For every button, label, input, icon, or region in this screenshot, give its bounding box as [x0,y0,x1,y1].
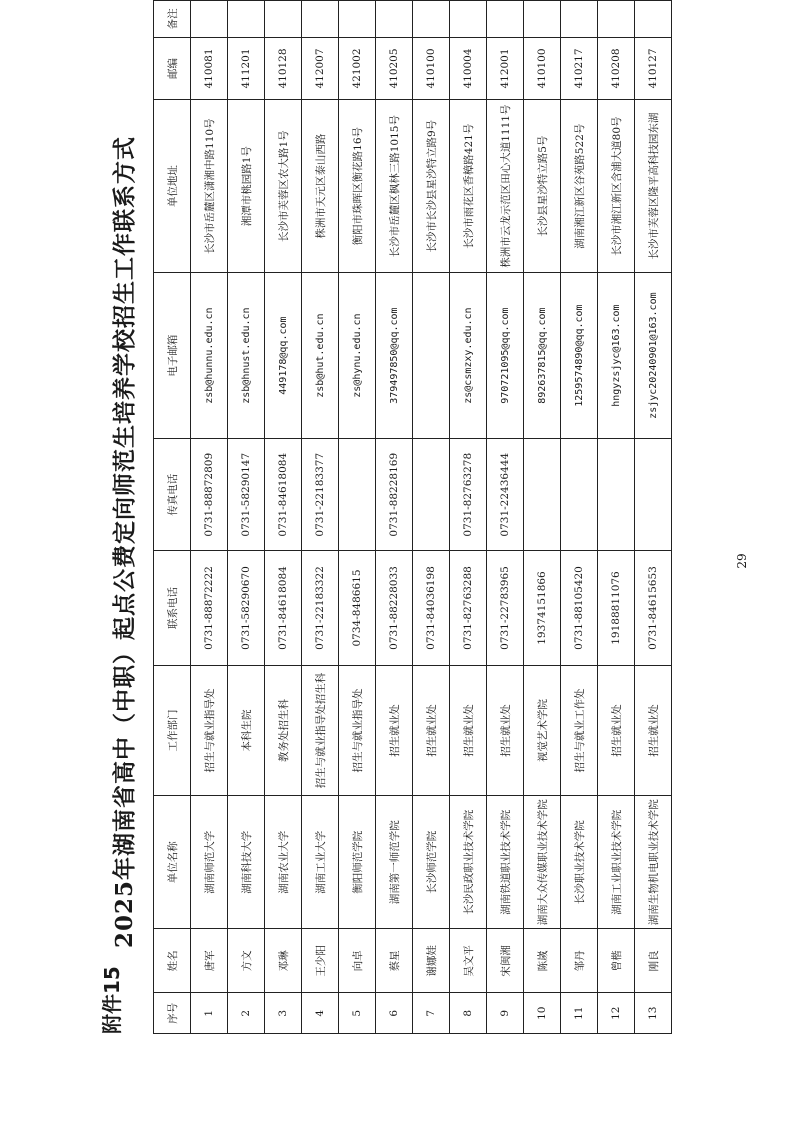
cell-seq: 12 [598,993,635,1034]
contact-table-wrapper [153,0,672,1034]
cell-tel: 0731-88105420 [561,551,598,665]
cell-note [450,1,487,38]
table-row [376,1,413,1034]
cell-zip: 410100 [524,37,561,99]
cell-zip: 410208 [598,37,635,99]
cell-note [228,1,265,38]
cell-zip: 410004 [450,37,487,99]
cell-addr: 株洲市云龙示范区田心大道1111号 [487,100,524,273]
cell-fax: 0731-22183377 [302,439,339,551]
table-header-row [154,1,191,1034]
header-tel: 联系电话 [154,551,191,665]
cell-seq: 7 [413,993,450,1034]
cell-dept: 招生就业处 [635,665,672,796]
cell-unit: 湖南第一师范学院 [376,796,413,929]
cell-tel: 0731-84615653 [635,551,672,665]
cell-seq: 11 [561,993,598,1034]
cell-note [339,1,376,38]
cell-fax [635,439,672,551]
cell-unit: 湖南科技大学 [228,796,265,929]
cell-seq: 1 [191,993,228,1034]
cell-email: zsb@hunnu.edu.cn [191,273,228,439]
cell-unit: 湖南生物机电职业技术学院 [635,796,672,929]
contact-table [153,0,672,1034]
cell-email: zs@hynu.edu.cn [339,273,376,439]
cell-zip: 412001 [487,37,524,99]
cell-fax: 0731-88228169 [376,439,413,551]
cell-seq: 10 [524,993,561,1034]
cell-zip: 412007 [302,37,339,99]
header-dept: 工作部门 [154,665,191,796]
table-row [228,1,265,1034]
cell-name: 吴文平 [450,929,487,993]
cell-note [191,1,228,38]
cell-unit: 衡阳师范学院 [339,796,376,929]
cell-tel: 0731-22783965 [487,551,524,665]
cell-zip: 410081 [191,37,228,99]
cell-name: 宋闽湘 [487,929,524,993]
cell-dept: 本科生院 [228,665,265,796]
cell-name: 方文 [228,929,265,993]
cell-addr: 株洲市天元区泰山西路 [302,100,339,273]
cell-tel: 0731-88872222 [191,551,228,665]
cell-unit: 湖南工业职业技术学院 [598,796,635,929]
cell-name: 向卓 [339,929,376,993]
cell-email: zsjyc20240901@163.com [635,273,672,439]
cell-fax [339,439,376,551]
cell-note [524,1,561,38]
cell-dept: 招生就业处 [413,665,450,796]
cell-tel: 0731-84036198 [413,551,450,665]
cell-dept: 教务处招生科 [265,665,302,796]
cell-tel: 19374151866 [524,551,561,665]
cell-zip: 410205 [376,37,413,99]
cell-seq: 4 [302,993,339,1034]
header-zip: 邮编 [154,37,191,99]
table-row [487,1,524,1034]
cell-note [265,1,302,38]
cell-zip: 410127 [635,37,672,99]
cell-name: 刚良 [635,929,672,993]
cell-email: 1259574890@qq.com [561,273,598,439]
cell-zip: 421002 [339,37,376,99]
cell-tel: 0731-58290670 [228,551,265,665]
cell-addr: 长沙市长沙县星沙特立路9号 [413,100,450,273]
cell-dept: 招生就业处 [450,665,487,796]
cell-name: 陈嵗 [524,929,561,993]
header-note: 备注 [154,1,191,38]
cell-dept: 招生与就业指导处 [191,665,228,796]
cell-unit: 长沙师范学院 [413,796,450,929]
cell-email [413,273,450,439]
table-row [191,1,228,1034]
cell-tel: 0731-22183322 [302,551,339,665]
cell-dept: 视觉艺术学院 [524,665,561,796]
cell-fax: 0731-84618084 [265,439,302,551]
cell-unit: 湖南师范大学 [191,796,228,929]
cell-dept: 招生与就业指导处 [339,665,376,796]
cell-seq: 13 [635,993,672,1034]
cell-email: 449178@qq.com [265,273,302,439]
header-addr: 单位地址 [154,100,191,273]
cell-fax [413,439,450,551]
cell-addr: 长沙市湘江新区含浦大道80号 [598,100,635,273]
cell-dept: 招生就业处 [487,665,524,796]
cell-name: 曾楷 [598,929,635,993]
header-name: 姓名 [154,929,191,993]
cell-tel: 0731-82763288 [450,551,487,665]
cell-name: 蔡星 [376,929,413,993]
cell-email: zs@csmzxy.edu.cn [450,273,487,439]
cell-zip: 411201 [228,37,265,99]
cell-addr: 长沙市岳麓区潇湘中路110号 [191,100,228,273]
cell-seq: 9 [487,993,524,1034]
cell-email: zsb@hut.edu.cn [302,273,339,439]
table-row [339,1,376,1034]
cell-note [302,1,339,38]
header-seq: 序号 [154,993,191,1034]
cell-seq: 2 [228,993,265,1034]
cell-fax [598,439,635,551]
header-fax: 传真电话 [154,439,191,551]
table-row [524,1,561,1034]
cell-email: 970721095@qq.com [487,273,524,439]
cell-dept: 招生就业处 [376,665,413,796]
cell-note [376,1,413,38]
cell-note [487,1,524,38]
cell-email: 892637815@qq.com [524,273,561,439]
cell-unit: 长沙职业技术学院 [561,796,598,929]
cell-dept: 招生就业处 [598,665,635,796]
table-row [635,1,672,1034]
cell-seq: 8 [450,993,487,1034]
cell-note [561,1,598,38]
attachment-label: 附件15 [100,966,124,1034]
cell-email: hngyzsjyc@163.com [598,273,635,439]
cell-zip: 410128 [265,37,302,99]
cell-unit: 湖南农业大学 [265,796,302,929]
page-number: 29 [735,553,749,569]
table-row [598,1,635,1034]
cell-unit: 湖南铁道职业技术学院 [487,796,524,929]
cell-tel: 0734-8486615 [339,551,376,665]
cell-note [635,1,672,38]
cell-fax: 0731-58290147 [228,439,265,551]
cell-name: 邹丹 [561,929,598,993]
cell-dept: 招生与就业工作处 [561,665,598,796]
table-row [450,1,487,1034]
cell-addr: 长沙市雨花区香樟路421号 [450,100,487,273]
cell-name: 唐军 [191,929,228,993]
cell-fax [524,439,561,551]
cell-addr: 衡阳市珠晖区衡花路16号 [339,100,376,273]
cell-fax: 0731-88872809 [191,439,228,551]
cell-zip: 410100 [413,37,450,99]
cell-name: 谢娜娃 [413,929,450,993]
cell-fax: 0731-82763278 [450,439,487,551]
cell-addr: 湖南湘江新区谷苑路522号 [561,100,598,273]
cell-note [413,1,450,38]
table-body [191,1,672,1034]
table-row [561,1,598,1034]
cell-tel: 0731-84618084 [265,551,302,665]
cell-dept: 招生与就业指导处招生科 [302,665,339,796]
cell-note [598,1,635,38]
cell-addr: 湘潭市桃园路1号 [228,100,265,273]
cell-unit: 长沙民政职业技术学院 [450,796,487,929]
cell-addr: 长沙县星沙特立路5号 [524,100,561,273]
cell-seq: 3 [265,993,302,1034]
cell-fax: 0731-22436444 [487,439,524,551]
cell-seq: 6 [376,993,413,1034]
cell-addr: 长沙市芙蓉区农大路1号 [265,100,302,273]
table-row [265,1,302,1034]
cell-fax [561,439,598,551]
cell-email: 379497850@qq.com [376,273,413,439]
cell-email: zsb@hnust.edu.cn [228,273,265,439]
cell-seq: 5 [339,993,376,1034]
cell-addr: 长沙市岳麓区枫林三路1015号 [376,100,413,273]
cell-zip: 410217 [561,37,598,99]
cell-tel: 0731-88228033 [376,551,413,665]
cell-name: 王少阳 [302,929,339,993]
cell-tel: 19188811076 [598,551,635,665]
cell-unit: 湖南工业大学 [302,796,339,929]
header-email: 电子邮箱 [154,273,191,439]
table-row [302,1,339,1034]
document-title: 2025年湖南省高中（中职）起点公费定向师范生培养学校招生工作联系方式 [111,136,138,949]
cell-unit: 湖南大众传媒职业技术学院 [524,796,561,929]
table-row [413,1,450,1034]
cell-addr: 长沙市芙蓉区隆平高科技园东湖 [635,100,672,273]
header-unit: 单位名称 [154,796,191,929]
cell-name: 邓琳 [265,929,302,993]
